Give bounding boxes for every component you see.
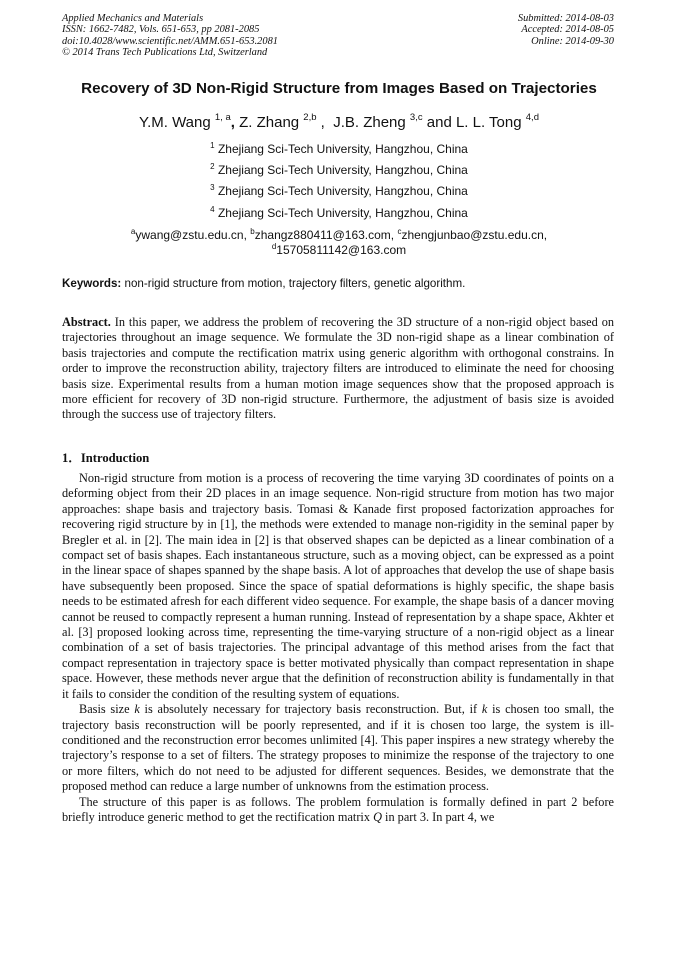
math-variable: k bbox=[481, 702, 488, 717]
dates-info bbox=[518, 13, 614, 47]
email-c: zhengjunbao@zstu.edu.cn, bbox=[401, 228, 548, 242]
email-superscript: c bbox=[397, 227, 402, 236]
email-d: 15705811142@163.com bbox=[276, 243, 407, 257]
affiliation-1 bbox=[0, 142, 678, 156]
author-separator: , bbox=[316, 114, 334, 131]
math-variable: k bbox=[134, 702, 140, 717]
text-run: The structure of this paper is as follows. The problem formulation is formally defined in part 2 before briefly introduce generic method to get the rectification matrix bbox=[62, 794, 614, 824]
doi-line: doi:10.4028/www.scientific.net/AMM.651-653.2081 bbox=[62, 35, 278, 47]
affiliation-number: 1 bbox=[210, 141, 215, 150]
accepted-date: Accepted: 2014-08-05 bbox=[521, 24, 614, 36]
affiliation-text: Zhejiang Sci-Tech University, Hangzhou, China bbox=[217, 184, 468, 198]
author-separator: , bbox=[230, 114, 240, 131]
author-separator: and bbox=[422, 114, 456, 131]
affiliation-text: Zhejiang Sci-Tech University, Hangzhou, China bbox=[217, 163, 468, 177]
introduction-body bbox=[62, 471, 614, 825]
author-name: Z. Zhang bbox=[239, 114, 300, 131]
author-name: J.B. Zheng bbox=[333, 114, 406, 131]
copyright-line: © 2014 Trans Tech Publications Ltd, Switzerland bbox=[62, 47, 268, 59]
author-superscript: 4,d bbox=[525, 112, 539, 123]
email-list bbox=[0, 228, 678, 258]
author-list bbox=[0, 114, 678, 131]
math-variable: Q bbox=[373, 809, 382, 824]
keywords bbox=[62, 277, 616, 290]
author-superscript: 1, a bbox=[214, 112, 231, 123]
email-superscript: d bbox=[271, 242, 277, 251]
intro-paragraph-2 bbox=[62, 702, 614, 794]
affiliation-number: 4 bbox=[210, 205, 215, 214]
paper-title: Recovery of 3D Non-Rigid Structure from Images Based on Trajectories bbox=[81, 80, 597, 97]
abstract-text: In this paper, we address the problem of recovering the 3D structure of a non-rigid object based on trajectories throughout an image sequence. We formulate the 3D non-rigid shape as a linear combination of basis trajectories and compute the rectification matrix using generic algorithm with orthogonal constrains. In order to improve the reconstruction ability, trajectory filters are introduced to eliminate the need for choosing basis size. Experimental results from a human motion image sequences show that the proposed approach is more efficient for recovery of 3D non-rigid structure. Furthermore, the adjustment of basis size is avoided through the success use of trajectory filters. bbox=[62, 315, 614, 422]
email-a: ywang@zstu.edu.cn, bbox=[135, 228, 247, 242]
affiliation-number: 3 bbox=[210, 183, 215, 192]
email-superscript: a bbox=[130, 227, 136, 236]
submitted-date: Submitted: 2014-08-03 bbox=[517, 13, 614, 24]
author-name: Y.M. Wang bbox=[139, 114, 211, 131]
text-run: is absolutely necessary for trajectory basis reconstruction. But, if bbox=[139, 702, 482, 717]
author-name: L. L. Tong bbox=[455, 114, 522, 131]
intro-paragraph-3 bbox=[62, 795, 614, 826]
affiliation-4 bbox=[0, 206, 678, 220]
text-run: is chosen too small, the trajectory basis reconstruction will be poorly represented, and if it is chosen too large, the system is ill-conditioned and the reconstruction error becomes unlimited [4]. This paper inspires a new strategy whereby the trajectory’s response to a set of filters. The strategy proposes to minimize the response of the trajectory to one or more filters, which do not need to be adjusted for different sequences. Besides, we demonstrate that the proposed method can reduce a large number of unknowns from the estimation process. bbox=[62, 702, 614, 794]
keywords-text: non-rigid structure from motion, trajectory filters, genetic algorithm. bbox=[121, 277, 466, 290]
affiliation-2 bbox=[0, 163, 678, 177]
email-b: zhangz880411@163.com, bbox=[254, 228, 395, 242]
section-heading: 1．Introduction bbox=[62, 451, 150, 465]
issn-line: ISSN: 1662-7482, Vols. 651-653, pp 2081-2085 bbox=[62, 24, 260, 36]
online-date: Online: 2014-09-30 bbox=[531, 35, 614, 47]
author-superscript: 2,b bbox=[303, 112, 317, 123]
affiliation-text: Zhejiang Sci-Tech University, Hangzhou, China bbox=[217, 142, 468, 156]
keywords-label: Keywords: bbox=[62, 277, 122, 290]
text-run: Basis size bbox=[79, 702, 135, 717]
intro-paragraph-1: Non-rigid structure from motion is a process of recovering the time varying 3D coordinates of points on a deforming object from their 2D places in an image sequence. Non-rigid structure from motion has two major approaches: shape basis and trajectory basis. Tomasi & Kanade first proposed factorization approaches for recovering rigid structure by in [1], the methods were extended to manage non-rigidity in the seminal paper by Bregler et al. in [2]. The main idea in [2] is that observed shapes can be depicted as a linear combination of a compact set of basis shapes. Each instantaneous structure, such as a moving object, can be expressed as a point in the linear space of shapes spanned by the shape basis. A lot of approaches that develop the use of shape basis have subsequently been proposed. Since the space of spatial deformations is highly specific, the shape basis needs to be estimated afresh for each different video sequence. For example, the shape basis of a dancer moving cannot be reused to compactly represent a human running. Instead of representation by a shape space, Akhter et al. [3] proposed looking across time, representing the time-varying structure of a non-rigid object as a linear combination of a set of basis trajectories. The principal advantage of this method arises from the fact that compact representation in trajectory space is better motivated physically than compact representation in shape space. However, these methods never argue that the definition of reconstruction ability is fundamentally in that it fails to consider the condition of the resulting system of equations. bbox=[62, 471, 614, 701]
abstract bbox=[62, 315, 614, 423]
affiliation-text: Zhejiang Sci-Tech University, Hangzhou, China bbox=[217, 206, 468, 220]
email-superscript: b bbox=[250, 227, 255, 236]
author-superscript: 3,c bbox=[409, 112, 423, 123]
journal-info bbox=[62, 13, 278, 59]
text-run: in part 3. In part 4, we bbox=[381, 809, 495, 824]
affiliation-number: 2 bbox=[210, 162, 215, 171]
affiliation-3 bbox=[0, 184, 678, 198]
abstract-label: Abstract. bbox=[62, 315, 111, 329]
journal-name: Applied Mechanics and Materials bbox=[62, 13, 204, 24]
